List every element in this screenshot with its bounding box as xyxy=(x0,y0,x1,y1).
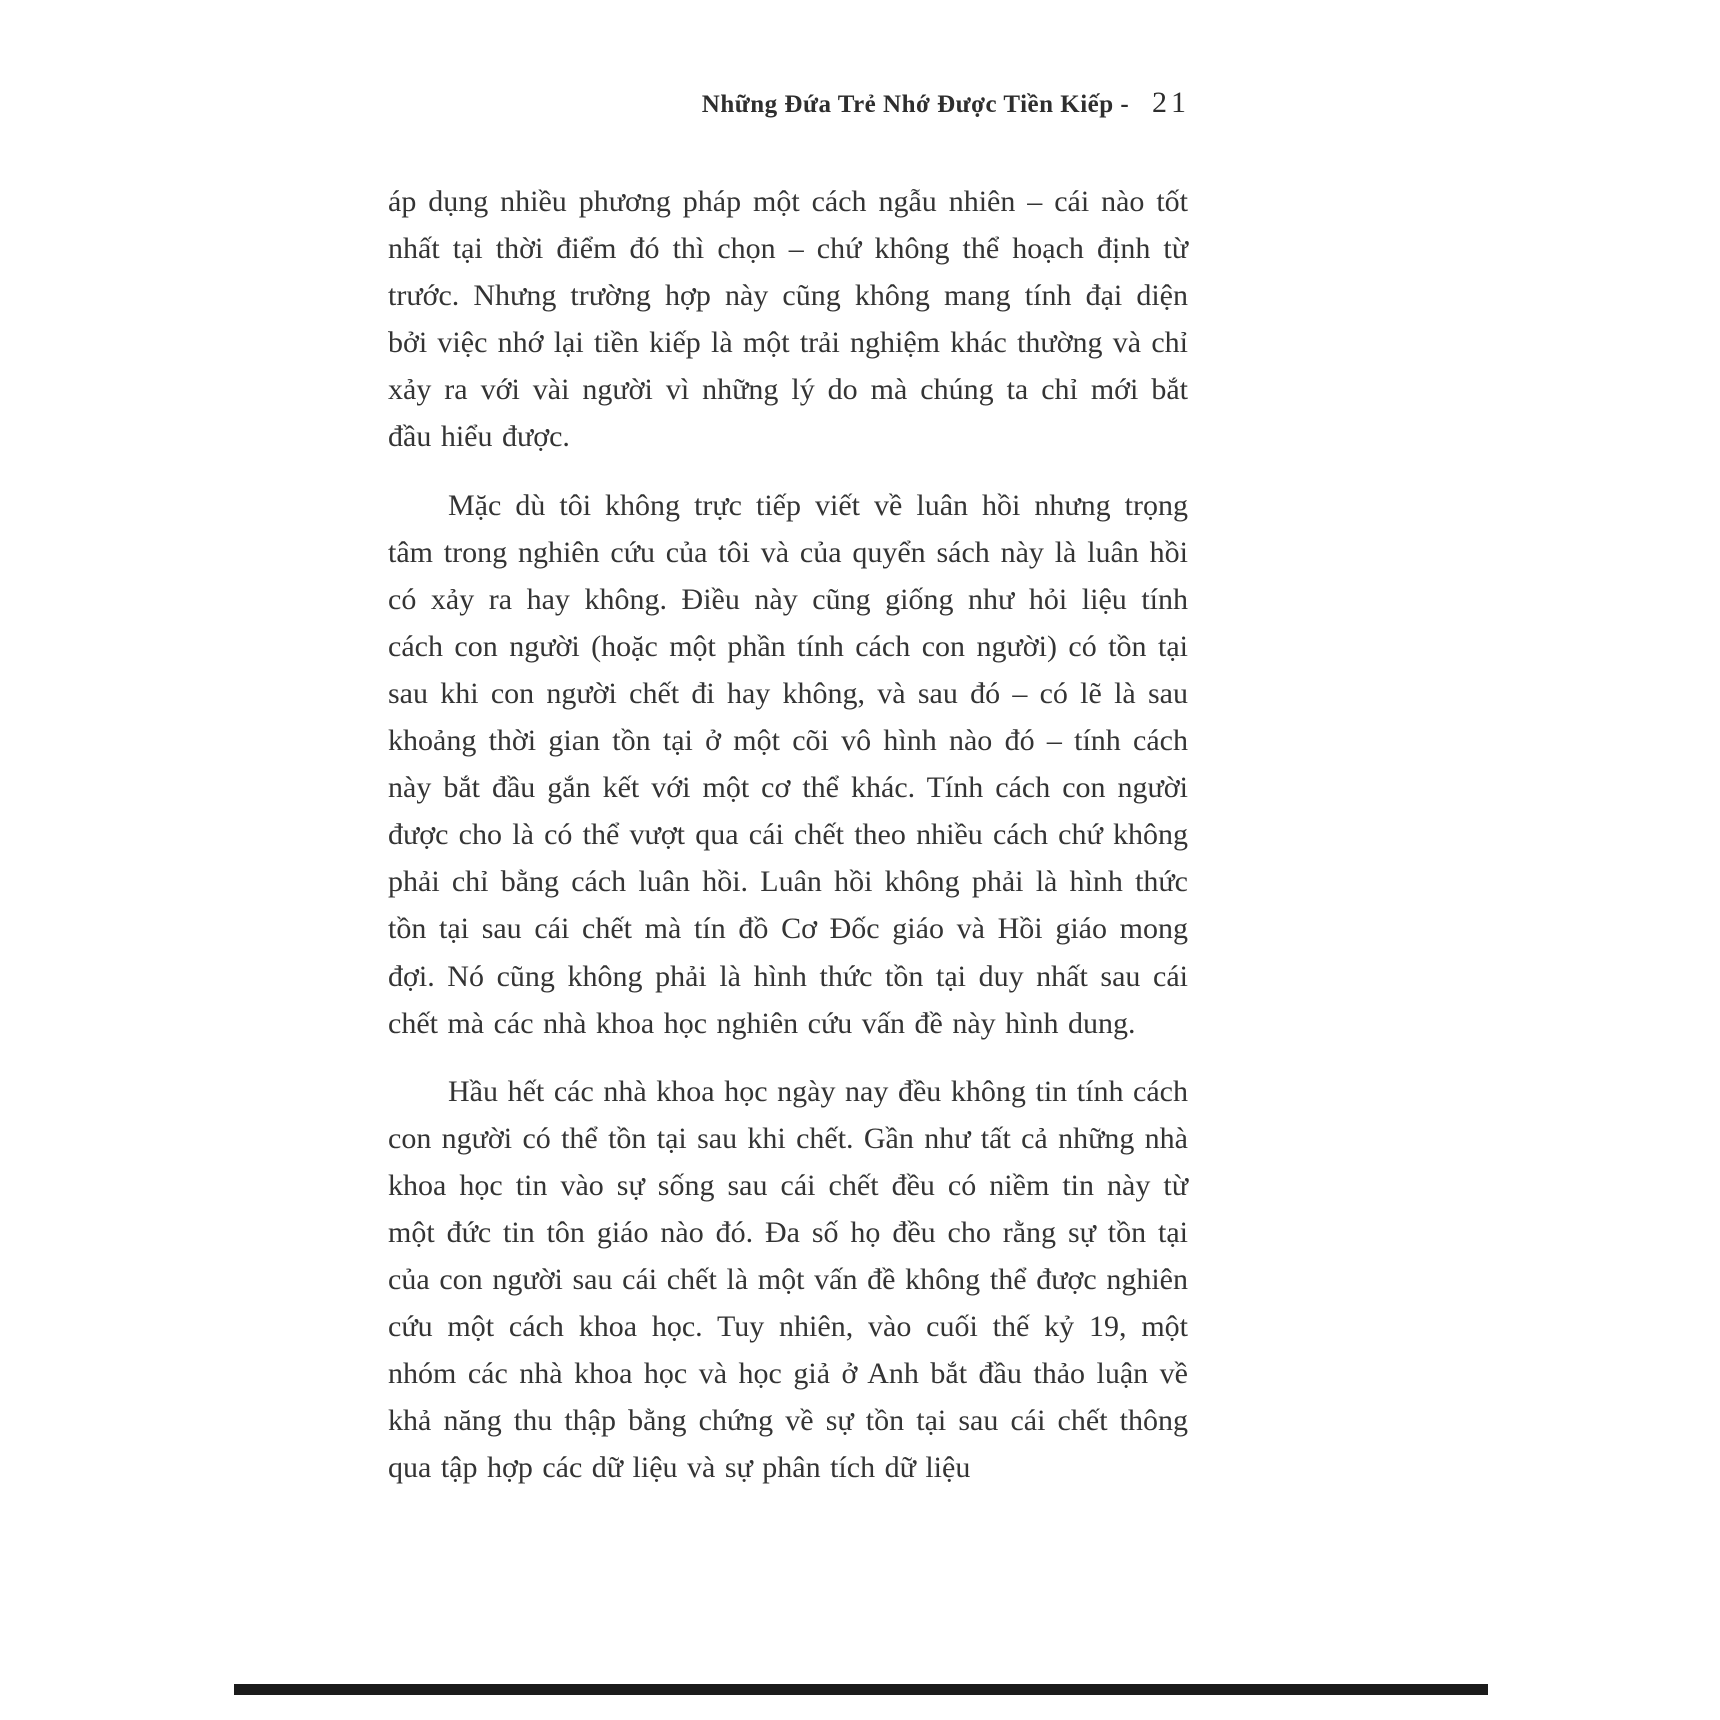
running-title: Những Đứa Trẻ Nhớ Được Tiền Kiếp - xyxy=(701,91,1130,118)
page-body-text xyxy=(388,178,1188,1513)
running-header xyxy=(390,86,1190,120)
paragraph: Mặc dù tôi không trực tiếp viết về luân hồi nhưng trọng tâm trong nghiên cứu của tôi và của quyển sách này là luân hồi có xảy ra hay không. Điều này cũng giống như hỏi liệu tính cách con người (hoặc một phần tính cách con người) có tồn tại sau khi con người chết đi hay không, và sau đó – có lẽ là sau khoảng thời gian tồn tại ở một cõi vô hình nào đó – tính cách này bắt đầu gắn kết với một cơ thể khác. Tính cách con người được cho là có thể vượt qua cái chết theo nhiều cách chứ không phải chỉ bằng cách luân hồi. Luân hồi không phải là hình thức tồn tại sau cái chết mà tín đồ Cơ Đốc giáo và Hồi giáo mong đợi. Nó cũng không phải là hình thức tồn tại duy nhất sau cái chết mà các nhà khoa học nghiên cứu vấn đề này hình dung. xyxy=(388,488,1188,1040)
paragraph: Hầu hết các nhà khoa học ngày nay đều không tin tính cách con người có thể tồn tại sau khi chết. Gần như tất cả những nhà khoa học tin vào sự sống sau cái chết đều có niềm tin này từ một đức tin tôn giáo nào đó. Đa số họ đều cho rằng sự tồn tại của con người sau cái chết là một vấn đề không thể được nghiên cứu một cách khoa học. Tuy nhiên, vào cuối thế kỷ 19, một nhóm các nhà khoa học và học giả ở Anh bắt đầu thảo luận về khả năng thu thập bằng chứng về sự tồn tại sau cái chết thông qua tập hợp các dữ liệu và sự phân tích dữ liệu xyxy=(388,1074,1188,1485)
footer-rule xyxy=(234,1684,1488,1695)
paragraph: áp dụng nhiều phương pháp một cách ngẫu nhiên – cái nào tốt nhất tại thời điểm đó thì chọn – chứ không thể hoạch định từ trước. Nhưng trường hợp này cũng không mang tính đại diện bởi việc nhớ lại tiền kiếp là một trải nghiệm khác thường và chỉ xảy ra với vài người vì những lý do mà chúng ta chỉ mới bắt đầu hiểu được. xyxy=(388,185,1188,454)
page-number: 21 xyxy=(1152,86,1190,119)
